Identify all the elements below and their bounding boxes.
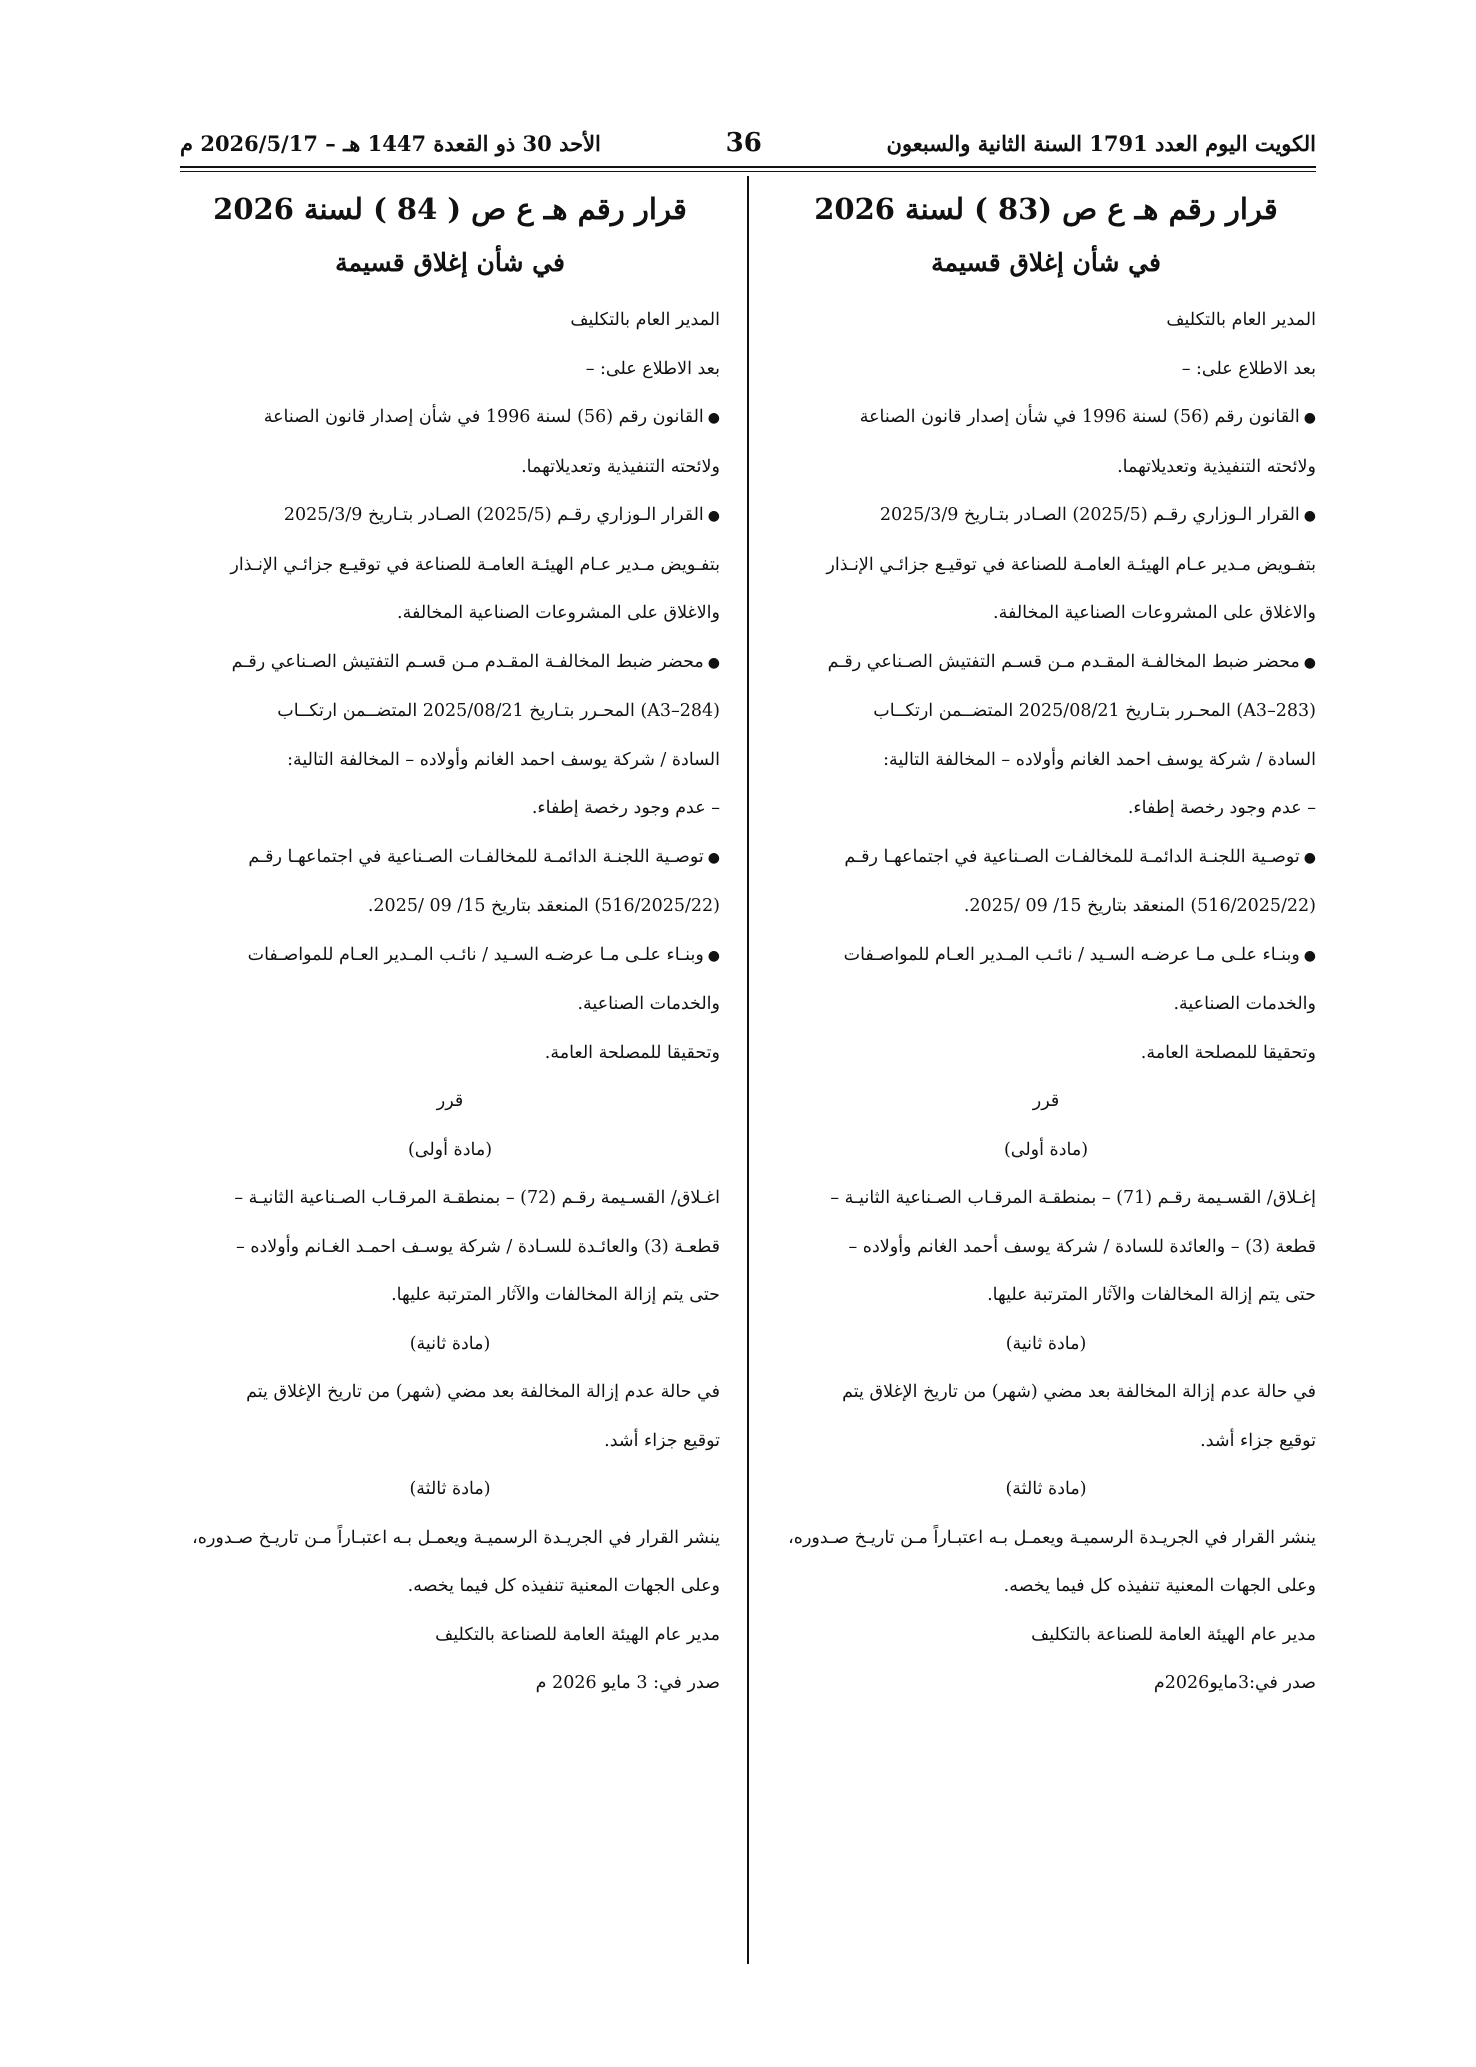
public-interest-line: وتحقيقا للمصلحة العامة.: [544, 1042, 720, 1063]
header-rule-thick: [180, 166, 1316, 168]
text-line: توصـية اللجنـة الدائمـة للمخالفـات الصـناعية في اجتماعهـا رقـم: [248, 846, 704, 867]
text-line: محضر ضبط المخالفـة المقـدم مـن قسـم التفتيش الصـناعي رقـم: [231, 651, 704, 672]
bullet-icon: ●: [1303, 410, 1316, 426]
text-line: والاغلاق على المشروعات الصناعية المخالفة.: [993, 603, 1316, 623]
article-2-heading: (مادة ثانية): [1005, 1333, 1087, 1354]
text-line: السادة / شركة يوسف احمد الغانم وأولاده – المخالفة التالية:: [287, 749, 720, 770]
text-line: (516/2025/22) المنعقد بتاريخ 15/ 09 /2025.: [963, 896, 1316, 916]
decision-title: قرار رقم هـ ع ص (83 ) لسنة 2026: [814, 192, 1278, 226]
text-line: ينشر القرار في الجريـدة الرسميـة ويعمـل بـه اعتبـاراً مـن تاريـخ صـدوره،: [192, 1527, 720, 1548]
bullet-report: [776, 638, 1316, 688]
text-line: في حالة عدم إزالة المخالفة بعد مضي (شهر) من تاريخ الإغلاق يتم: [246, 1382, 720, 1402]
header-rule-thin: [180, 171, 1316, 172]
column-divider: [747, 176, 749, 1964]
signature-line: مدير عام الهيئة العامة للصناعة بالتكليف: [1031, 1624, 1316, 1645]
bullet-committee: [180, 833, 720, 883]
bullet-icon: ●: [1303, 947, 1316, 964]
decision-84-column: [180, 182, 720, 1708]
bullet-icon: ●: [707, 508, 720, 524]
text-line: توقيع جزاء أشد.: [604, 1430, 720, 1451]
text-line: توصـية اللجنـة الدائمـة للمخالفـات الصـناعية في اجتماعهـا رقـم: [844, 846, 1300, 867]
text-line: توقيع جزاء أشد.: [1200, 1430, 1316, 1451]
article-3-heading: (مادة ثالثة): [409, 1479, 491, 1499]
text-line: إغـلاق/ القسـيمة رقـم (71) – بمنطقـة المرقـاب الصـناعية الثانيـة –: [830, 1188, 1316, 1208]
bullet-report: [180, 638, 720, 688]
text-line: ولائحته التنفيذية وتعديلاتهما.: [1117, 456, 1316, 477]
text-line: القانون رقم (56) لسنة 1996 في شأن إصدار قانون الصناعة: [263, 407, 704, 427]
decision-title: قرار رقم هـ ع ص ( 84 ) لسنة 2026: [213, 192, 687, 226]
article-1-heading: (مادة أولى): [407, 1139, 493, 1160]
text-line: وبنـاء علـى مـا عرضـه السـيد / نائـب المـدير العـام للمواصـفات: [247, 944, 704, 965]
bullet-icon: ●: [1303, 654, 1316, 671]
text-line: والخدمات الصناعية.: [1173, 994, 1316, 1014]
header-date: الأحد 30 ذو القعدة 1447 هـ – 2026/5/17 م: [180, 130, 601, 156]
bullet-icon: ●: [707, 849, 720, 866]
bullet-decree: [180, 491, 720, 541]
text-line: السادة / شركة يوسف احمد الغانم وأولاده – المخالفة التالية:: [883, 749, 1316, 770]
text-line: وعلى الجهات المعنية تنفيذه كل فيما يخصه.: [1003, 1576, 1316, 1596]
bullet-based-on: [776, 931, 1316, 981]
text-line: ينشر القرار في الجريـدة الرسميـة ويعمـل بـه اعتبـاراً مـن تاريـخ صـدوره،: [788, 1527, 1316, 1548]
bullet-law: [180, 393, 720, 443]
text-line: وبنـاء علـى مـا عرضـه السـيد / نائـب المـدير العـام للمواصـفات: [843, 944, 1300, 965]
text-line: حتى يتم إزالة المخالفات والآثار المترتبة عليها.: [391, 1285, 720, 1305]
text-line: قطعـة (3) والعائـدة للسـادة / شركة يوسـف احمـد الغـانم وأولاده –: [236, 1236, 720, 1257]
header-issue-info: الكويت اليوم العدد 1791 السنة الثانية والسبعون: [886, 130, 1316, 156]
text-line: في حالة عدم إزالة المخالفة بعد مضي (شهر) من تاريخ الإغلاق يتم: [842, 1382, 1316, 1402]
text-line: (A3–284) المحـرر بتـاريخ 2025/08/21 المتضــمن ارتكــاب: [277, 701, 720, 721]
bullet-decree: [776, 491, 1316, 541]
text-line: القرار الـوزاري رقـم (2025/5) الصـادر بتـاريخ 2025/3/9: [283, 505, 704, 525]
text-line: بتفـويض مـدير عـام الهيئـة العامـة للصناعة في توقيـع جزائـي الإنـذار: [826, 554, 1316, 575]
text-line: بتفـويض مـدير عـام الهيئـة العامـة للصناعة في توقيـع جزائـي الإنـذار: [230, 554, 720, 575]
issued-date: صدر في: 3 مايو 2026 م: [535, 1673, 720, 1693]
decided-heading: قرر: [436, 1091, 464, 1111]
text-line: القانون رقم (56) لسنة 1996 في شأن إصدار قانون الصناعة: [859, 407, 1300, 427]
bullet-icon: ●: [707, 654, 720, 671]
text-line: اغـلاق/ القسـيمة رقـم (72) – بمنطقـة المرقـاب الصـناعية الثانيـة –: [234, 1188, 720, 1208]
director-line: المدير العام بالتكليف: [1166, 310, 1316, 330]
bullet-icon: ●: [707, 947, 720, 964]
decision-subtitle: في شأن إغلاق قسيمة: [931, 248, 1161, 277]
text-line: ولائحته التنفيذية وتعديلاتهما.: [521, 456, 720, 477]
bullet-icon: ●: [1303, 508, 1316, 524]
after-review-line: بعد الاطلاع على: –: [585, 358, 720, 379]
bullet-committee: [776, 833, 1316, 883]
article-2-heading: (مادة ثانية): [409, 1333, 491, 1354]
text-line: (516/2025/22) المنعقد بتاريخ 15/ 09 /2025.: [367, 896, 720, 916]
decided-heading: قرر: [1032, 1091, 1060, 1111]
decision-83-column: [776, 182, 1316, 1708]
bullet-icon: ●: [1303, 849, 1316, 866]
text-line: القرار الـوزاري رقـم (2025/5) الصـادر بتـاريخ 2025/3/9: [879, 505, 1300, 525]
page-number: 36: [725, 128, 762, 158]
article-1-heading: (مادة أولى): [1003, 1139, 1089, 1160]
director-line: المدير العام بالتكليف: [570, 310, 720, 330]
decision-subtitle: في شأن إغلاق قسيمة: [335, 248, 565, 277]
text-line: قطعة (3) – والعائدة للسادة / شركة يوسف أحمد الغانم وأولاده –: [848, 1236, 1316, 1257]
bullet-law: [776, 393, 1316, 443]
bullet-based-on: [180, 931, 720, 981]
text-line: محضر ضبط المخالفـة المقـدم مـن قسـم التفتيش الصـناعي رقـم: [827, 651, 1300, 672]
page-header: [180, 122, 1316, 164]
article-3-heading: (مادة ثالثة): [1005, 1479, 1087, 1499]
signature-line: مدير عام الهيئة العامة للصناعة بالتكليف: [435, 1624, 720, 1645]
text-line: (A3–283) المحـرر بتـاريخ 2025/08/21 المتضــمن ارتكــاب: [873, 701, 1316, 721]
text-line: حتى يتم إزالة المخالفات والآثار المترتبة عليها.: [987, 1285, 1316, 1305]
text-line: والخدمات الصناعية.: [577, 994, 720, 1014]
public-interest-line: وتحقيقا للمصلحة العامة.: [1140, 1042, 1316, 1063]
issued-date: صدر في:3مايو2026م: [1153, 1673, 1316, 1693]
violation-line: – عدم وجود رخصة إطفاء.: [1127, 798, 1316, 818]
bullet-icon: ●: [707, 410, 720, 426]
violation-line: – عدم وجود رخصة إطفاء.: [531, 798, 720, 818]
after-review-line: بعد الاطلاع على: –: [1181, 358, 1316, 379]
text-line: وعلى الجهات المعنية تنفيذه كل فيما يخصه.: [407, 1576, 720, 1596]
text-line: والاغلاق على المشروعات الصناعية المخالفة.: [397, 603, 720, 623]
